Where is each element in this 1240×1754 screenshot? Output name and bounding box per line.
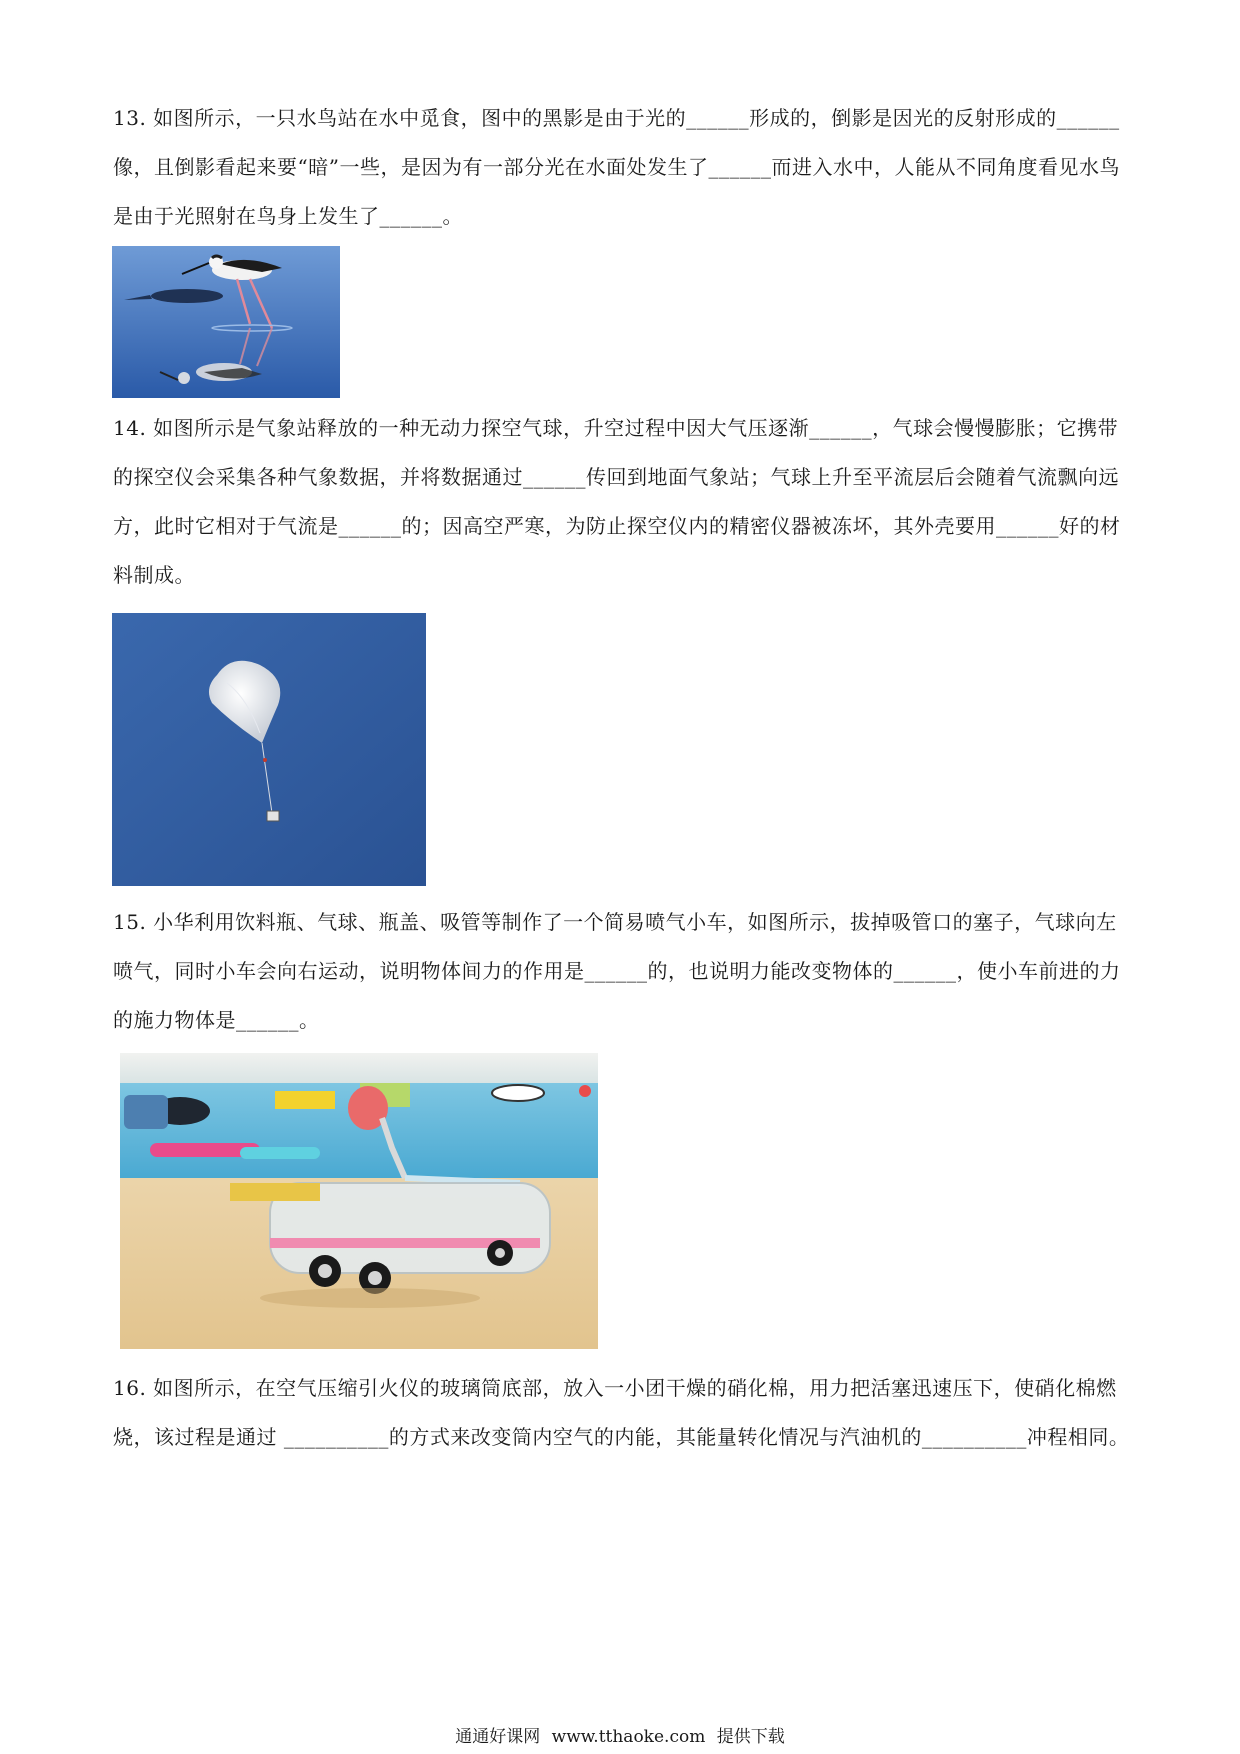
footer-download-text: 提供下载 <box>716 1727 785 1747</box>
footer-site-name: 通通好课网 <box>455 1727 541 1747</box>
wading-bird-image <box>112 246 340 398</box>
question-15-text: 15. 小华利用饮料瓶、气球、瓶盖、吸管等制作了一个简易喷气小车，如图所示，拔掉吸管口的塞子，气球向左喷气，同时小车会向右运动，说明物体间力的作用是______的，也说明力能改变物体的______，使小车前进的力的施力物体是______。 <box>113 910 1121 1032</box>
question-14-text: 14. 如图所示是气象站释放的一种无动力探空气球，升空过程中因大气压逐渐______，气球会慢慢膨胀；它携带的探空仪会采集各种气象数据，并将数据通过______传回到地面气象站；气球上升至平流层后会随着气流飘向远方，此时它相对于气流是______的；因高空严寒，为防止探空仪内的精密仪器被冻坏，其外壳要用______好的材料制成。 <box>113 416 1121 587</box>
question-13-text: 13. 如图所示，一只水鸟站在水中觅食，图中的黑影是由于光的______形成的，倒影是因光的反射形成的______像，且倒影看起来要“暗”一些，是因为有一部分光在水面处发生了______而进入水中，人能从不同角度看见水鸟是由于光照射在鸟身上发生了______。 <box>113 106 1120 228</box>
air-powered-car-image <box>120 1053 598 1349</box>
question-16-text: 16. 如图所示，在空气压缩引火仪的玻璃筒底部，放入一小团干燥的硝化棉，用力把活塞迅速压下，使硝化棉燃烧，该过程是通过 __________的方式来改变筒内空气的内能，其能量转化情况与汽油机的__________冲程相同。 <box>113 1376 1130 1449</box>
page-footer <box>0 1722 1240 1747</box>
weather-balloon-image <box>112 613 426 886</box>
footer-site-url[interactable]: www.tthaoke.com <box>551 1727 706 1747</box>
